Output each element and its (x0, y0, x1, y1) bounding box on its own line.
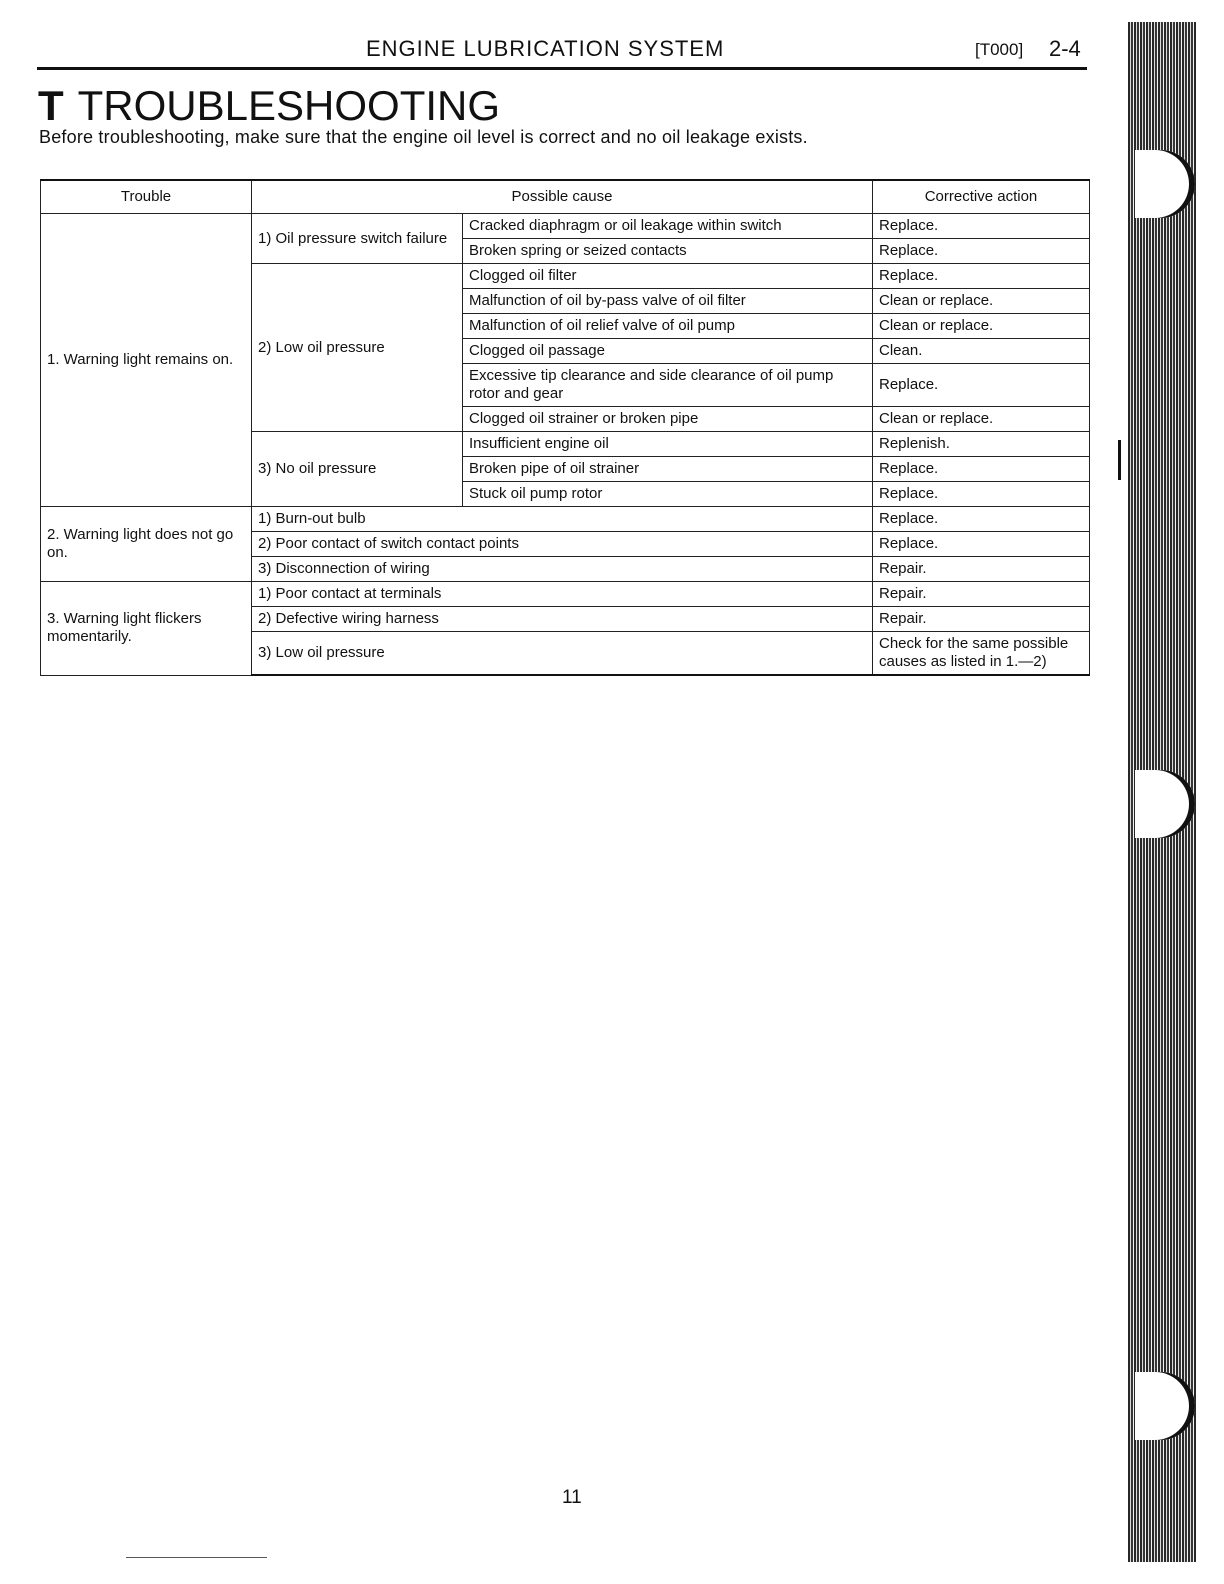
cause-detail-cell: Excessive tip clearance and side clearance of oil pump rotor and gear (463, 364, 873, 407)
header-trouble: Trouble (41, 180, 252, 214)
cause-detail-cell: Broken pipe of oil strainer (463, 457, 873, 482)
action-cell: Replace. (873, 507, 1090, 532)
troubleshooting-table (40, 179, 1090, 676)
cause-cell: 1) Poor contact at terminals (252, 582, 873, 607)
action-cell: Repair. (873, 557, 1090, 582)
action-cell: Replace. (873, 457, 1090, 482)
action-cell: Clean or replace. (873, 314, 1090, 339)
binder-tick-mark (1118, 440, 1121, 480)
intro-text: Before troubleshooting, make sure that the engine oil level is correct and no oil leakage exists. (39, 127, 808, 147)
footer-link-underline (126, 1557, 267, 1558)
action-cell: Clean or replace. (873, 407, 1090, 432)
table-row (41, 582, 1090, 607)
trouble-cell: 3. Warning light flickers momentarily. (41, 582, 252, 676)
action-cell: Repair. (873, 582, 1090, 607)
trouble-cell: 2. Warning light does not go on. (41, 507, 252, 582)
header-corrective-action: Corrective action (873, 180, 1090, 214)
cause-detail-cell: Malfunction of oil relief valve of oil pump (463, 314, 873, 339)
table-header-row (41, 180, 1090, 214)
cause-detail-cell: Clogged oil passage (463, 339, 873, 364)
cause-cell: 1) Burn-out bulb (252, 507, 873, 532)
page-number: 11 (562, 1487, 582, 1508)
cause-detail-cell: Stuck oil pump rotor (463, 482, 873, 507)
action-cell: Clean or replace. (873, 289, 1090, 314)
table-row (41, 214, 1090, 239)
section-title: TROUBLESHOOTING (77, 82, 501, 129)
action-cell: Clean. (873, 339, 1090, 364)
action-cell: Replace. (873, 214, 1090, 239)
cause-detail-cell: Clogged oil filter (463, 264, 873, 289)
chapter-title: ENGINE LUBRICATION SYSTEM (366, 36, 725, 61)
cause-cell: 2) Poor contact of switch contact points (252, 532, 873, 557)
action-cell: Replace. (873, 264, 1090, 289)
section-code: [T000] (975, 40, 1024, 59)
action-cell: Repair. (873, 607, 1090, 632)
section-letter: T (38, 82, 64, 129)
header-possible-cause: Possible cause (252, 180, 873, 214)
cause-detail-cell: Clogged oil strainer or broken pipe (463, 407, 873, 432)
table-row (41, 507, 1090, 532)
cause-detail-cell: Broken spring or seized contacts (463, 239, 873, 264)
action-cell: Check for the same possible causes as listed in 1.—2) (873, 632, 1090, 676)
cause-group-cell: 1) Oil pressure switch failure (252, 214, 463, 264)
action-cell: Replace. (873, 239, 1090, 264)
cause-detail-cell: Cracked diaphragm or oil leakage within switch (463, 214, 873, 239)
trouble-cell: 1. Warning light remains on. (41, 214, 252, 507)
cause-cell: 3) Disconnection of wiring (252, 557, 873, 582)
cause-cell: 2) Defective wiring harness (252, 607, 873, 632)
header-rule (37, 67, 1087, 70)
action-cell: Replace. (873, 482, 1090, 507)
cause-detail-cell: Malfunction of oil by-pass valve of oil filter (463, 289, 873, 314)
cause-cell: 3) Low oil pressure (252, 632, 873, 676)
page-reference: 2-4 (1049, 36, 1081, 61)
action-cell: Replenish. (873, 432, 1090, 457)
cause-group-cell: 2) Low oil pressure (252, 264, 463, 432)
cause-detail-cell: Insufficient engine oil (463, 432, 873, 457)
section-heading (38, 82, 500, 130)
action-cell: Replace. (873, 532, 1090, 557)
cause-group-cell: 3) No oil pressure (252, 432, 463, 507)
action-cell: Replace. (873, 364, 1090, 407)
